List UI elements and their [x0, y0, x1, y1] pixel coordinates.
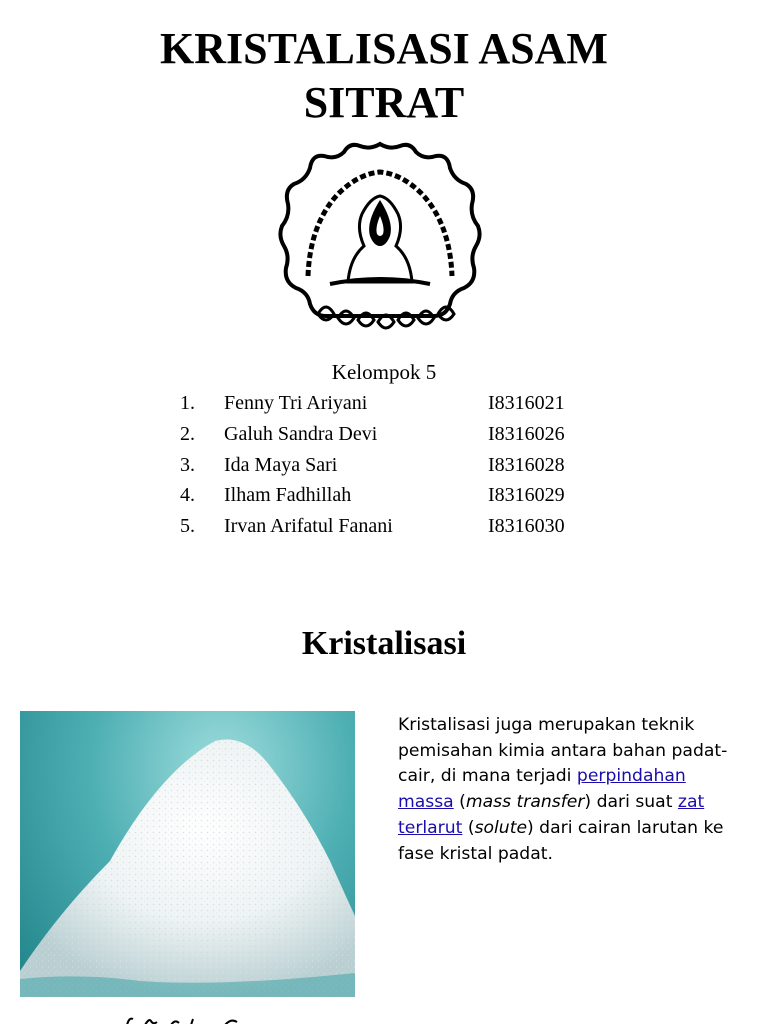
desc-italic-mass-transfer: mass transfer	[465, 792, 585, 813]
link-perpindahan-massa[interactable]: perpindahan massa	[398, 766, 686, 813]
member-nim: I8316026	[488, 422, 565, 445]
member-number: 1.	[180, 392, 195, 414]
member-row	[0, 484, 768, 515]
member-name: Ilham Fadhillah	[224, 484, 352, 507]
page-title	[0, 22, 768, 130]
member-name: Ida Maya Sari	[224, 453, 338, 476]
member-name: Irvan Arifatul Fanani	[224, 515, 393, 538]
link-zat-terlarut[interactable]: zat terlarut	[398, 792, 705, 838]
section-description	[398, 713, 738, 867]
member-nim: I8316030	[488, 515, 565, 538]
desc-italic-solute: solute	[474, 817, 528, 838]
member-row	[0, 454, 768, 485]
member-list	[0, 392, 768, 546]
member-name: Galuh Sandra Devi	[224, 422, 378, 445]
university-seal-icon	[278, 138, 482, 332]
section-heading: Kristalisasi	[301, 625, 467, 662]
title-line-2: SITRAT	[303, 78, 465, 127]
desc-text-4: (	[462, 817, 475, 838]
member-row	[0, 392, 768, 423]
member-number: 2.	[180, 422, 195, 445]
member-number: 4.	[180, 484, 195, 507]
member-row	[0, 423, 768, 454]
member-name: Fenny Tri Ariyani	[224, 392, 368, 414]
group-label: Kelompok 5	[331, 360, 437, 384]
desc-text-5: ) dari cairan larutan ke fase kristal padat.	[398, 817, 724, 864]
member-nim: I8316028	[488, 453, 565, 476]
member-row	[0, 515, 768, 546]
title-line-1: KRISTALISASI ASAM	[160, 24, 608, 73]
member-number: 5.	[180, 515, 195, 538]
member-nim: I8316029	[488, 484, 565, 507]
crystal-powder-photo	[20, 711, 355, 997]
member-number: 3.	[180, 453, 195, 476]
desc-text-2: (	[453, 792, 466, 813]
desc-text-1: Kristalisasi juga merupakan teknik pemisahan kimia antara bahan padat-cair, di mana terjadi	[398, 715, 728, 787]
cut-off-text-fragment	[105, 1012, 275, 1024]
member-nim: I8316021	[488, 392, 565, 414]
desc-text-3: ) dari suat	[584, 792, 678, 813]
